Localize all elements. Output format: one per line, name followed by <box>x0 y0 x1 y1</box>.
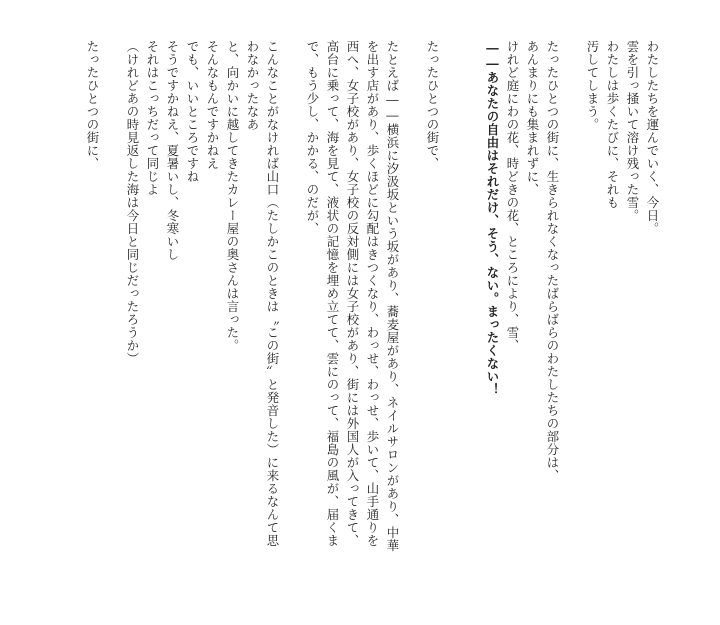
poem-line: で、もう少し、かかる、のだが、 <box>305 40 320 235</box>
poem-line: わたしは歩くたびに、それも <box>605 40 620 209</box>
poem-line: あんまりにも集まれずに、 <box>525 40 540 196</box>
poem-line: たったひとつの街に、生きられなくなったばらばらのわたしたちの部分は、 <box>545 40 560 482</box>
poem-line: 西へ、女子校があり、女子校の反対側には女子校があり、街には外国人が入ってきて、 <box>345 40 360 547</box>
poem-line: けれど庭にわの花、時どきの花、ところにより、雪、 <box>505 40 520 352</box>
poem-line: たったひとつの街で、 <box>425 40 440 170</box>
poem-line: と、向かいに越してきたカレー屋の奥さんは言った。 <box>225 40 240 352</box>
poem-line: そうですかねえ、夏暑いし、冬寒いし <box>165 40 180 261</box>
poem-line: わたしたちを運んでいく、今日。 <box>645 40 660 235</box>
poem-line: 高台に乗って、海を見て、液状の記憶を埋め立てて、雲にのって、福島の風が、届くま <box>325 40 340 547</box>
poem-line: 汚してしまう。 <box>585 40 600 131</box>
poem-line-emphasis: ――あなたの自由はそれだけ、そう、ない。まったくない！ <box>485 40 500 397</box>
poem-line: （けれどあの時見返した海は今日と同じだったろうか） <box>125 40 140 365</box>
poem-line: でも、いいところですね <box>185 40 200 183</box>
poem-line: を出す店があり、歩くほどに勾配はきつくなり、わっせ、わっせ、歩いて、山手通りを <box>365 40 380 547</box>
poem-line: たったひとつの街に、 <box>85 40 100 170</box>
poem-line: それはこっちだって同じよ <box>145 40 160 196</box>
poem-line: そんなもんですかねえ <box>205 40 220 170</box>
poem-line: こんなことがなければ山口（たしかこのときは〝この街〟と発音した）に来るなんて思 <box>265 40 280 547</box>
poem-line: 雲を引っ掻いて溶け残った雪。 <box>625 40 640 222</box>
poem-line: たとえば――横浜に汐汲坂という坂があり、蕎麦屋があり、ネイルサロンがあり、中華 <box>385 40 400 553</box>
poem-line: わなかったなあ <box>245 40 260 131</box>
